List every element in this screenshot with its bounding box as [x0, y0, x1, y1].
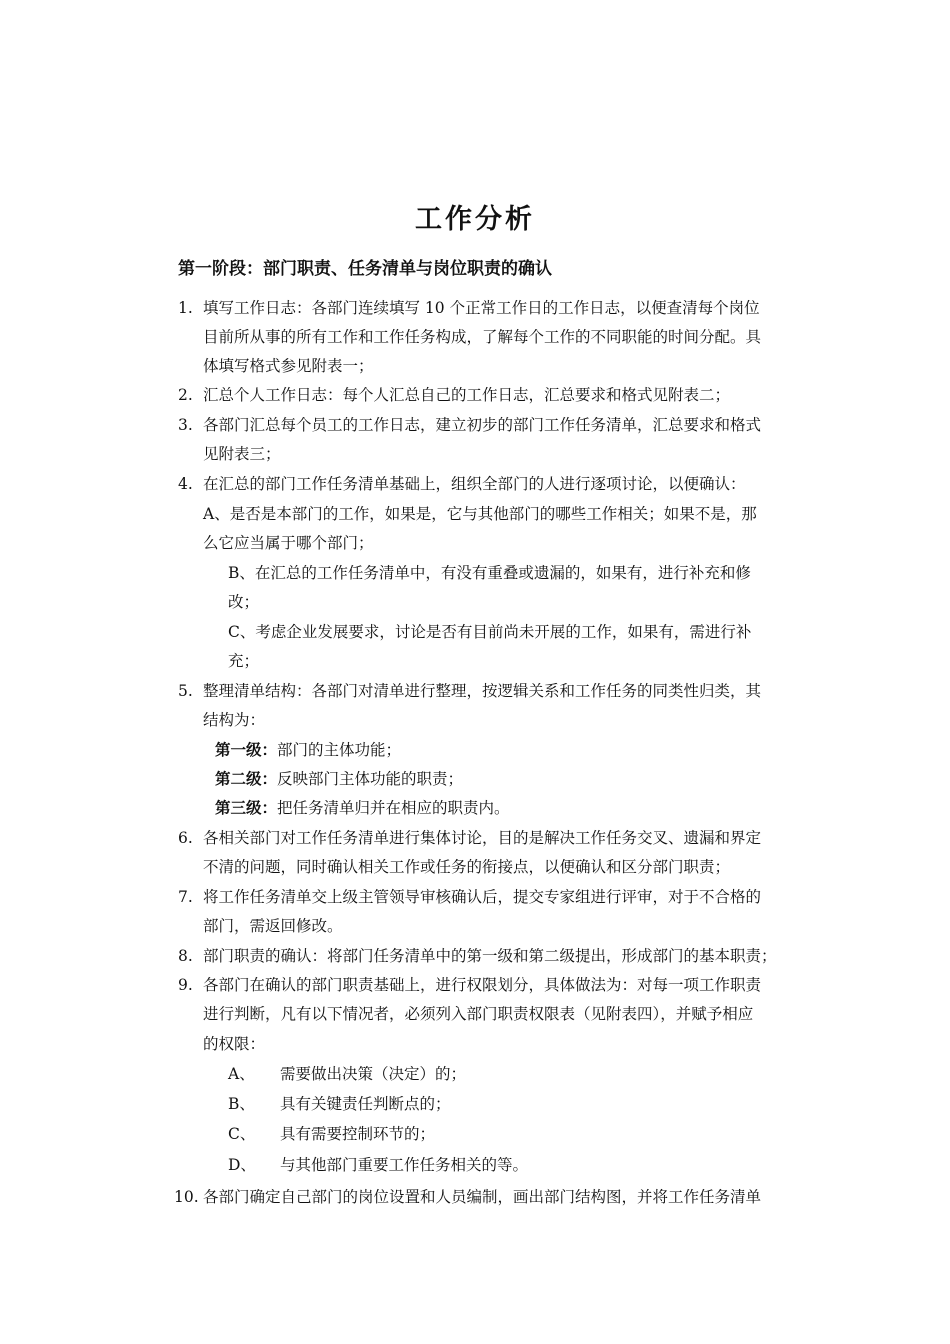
level-label: 第三级：	[215, 798, 278, 817]
section-heading: 第一阶段：部门职责、任务清单与岗位职责的确认	[178, 259, 552, 279]
item-line: 见附表三；	[203, 445, 281, 463]
level-line	[215, 794, 510, 822]
item-line: 进行判断，凡有以下情况者，必须列入部门职责权限表（见附表四），并赋予相应	[203, 1005, 754, 1023]
item-line: 在汇总的部门工作任务清单基础上，组织全部门的人进行逐项讨论，以便确认：	[203, 475, 746, 493]
item-number: 8.	[178, 947, 193, 965]
item-number: 3.	[178, 416, 193, 434]
sub-item-line: 充；	[228, 652, 260, 670]
document-title: 工作分析	[415, 204, 535, 235]
condition-letter: C、	[228, 1125, 256, 1143]
item-line: 结构为：	[203, 711, 266, 729]
condition-letter: D、	[228, 1156, 256, 1174]
sub-item-line: B、在汇总的工作任务清单中，有没有重叠或遗漏的，如果有，进行补充和修	[228, 564, 751, 582]
level-text: 反映部门主体功能的职责；	[277, 770, 464, 788]
item-number: 4.	[178, 475, 193, 493]
item-line: 不清的问题，同时确认相关工作或任务的衔接点，以便确认和区分部门职责；	[203, 858, 731, 876]
item-line: 的权限：	[203, 1035, 266, 1053]
item-line: A、是否是本部门的工作，如果是，它与其他部门的哪些工作相关；如果不是，那	[203, 505, 757, 523]
level-text: 部门的主体功能；	[277, 741, 402, 759]
item-line: 各部门确定自己部门的岗位设置和人员编制，画出部门结构图，并将工作任务清单	[203, 1188, 762, 1206]
item-line: 整理清单结构：各部门对清单进行整理，按逻辑关系和工作任务的同类性归类，其	[203, 682, 762, 700]
item-number: 6.	[178, 829, 193, 847]
item-number: 7.	[178, 888, 193, 906]
level-label: 第一级：	[215, 740, 278, 759]
sub-item-line: 改；	[228, 593, 260, 611]
condition-text: 需要做出决策（决定）的；	[280, 1065, 467, 1083]
item-line: 部门职责的确认：将部门任务清单中的第一级和第二级提出，形成部门的基本职责；	[203, 947, 777, 965]
condition-text: 具有需要控制环节的；	[280, 1125, 436, 1143]
item-line: 各相关部门对工作任务清单进行集体讨论，目的是解决工作任务交叉、遗漏和界定	[203, 829, 762, 847]
item-line: 填写工作日志：各部门连续填写 10 个正常工作日的工作日志，以便查清每个岗位	[203, 299, 760, 317]
condition-letter: B、	[228, 1095, 255, 1113]
item-number: 1.	[178, 299, 193, 317]
item-number: 9.	[178, 976, 193, 994]
level-label: 第二级：	[215, 769, 278, 788]
item-number: 10.	[174, 1188, 199, 1206]
item-line: 么它应当属于哪个部门；	[203, 534, 374, 552]
level-line	[215, 765, 463, 793]
item-line: 部门，需返回修改。	[203, 917, 343, 935]
condition-letter: A、	[228, 1065, 255, 1083]
item-line: 各部门在确认的部门职责基础上，进行权限划分，具体做法为：对每一项工作职责	[203, 976, 762, 994]
item-line: 目前所从事的所有工作和工作任务构成，了解每个工作的不同职能的时间分配。具	[203, 328, 762, 346]
item-line: 汇总个人工作日志：每个人汇总自己的工作日志，汇总要求和格式见附表二；	[203, 386, 731, 404]
item-number: 2.	[178, 386, 193, 404]
level-line	[215, 736, 401, 764]
condition-text: 具有关键责任判断点的；	[280, 1095, 451, 1113]
level-text: 把任务清单归并在相应的职责内。	[277, 799, 510, 817]
condition-text: 与其他部门重要工作任务相关的等。	[280, 1156, 529, 1174]
item-line: 各部门汇总每个员工的工作日志，建立初步的部门工作任务清单，汇总要求和格式	[203, 416, 762, 434]
item-line: 体填写格式参见附表一；	[203, 357, 374, 375]
item-number: 5.	[178, 682, 193, 700]
sub-item-line: C、考虑企业发展要求，讨论是否有目前尚未开展的工作，如果有，需进行补	[228, 623, 752, 641]
item-line: 将工作任务清单交上级主管领导审核确认后，提交专家组进行评审，对于不合格的	[203, 888, 762, 906]
